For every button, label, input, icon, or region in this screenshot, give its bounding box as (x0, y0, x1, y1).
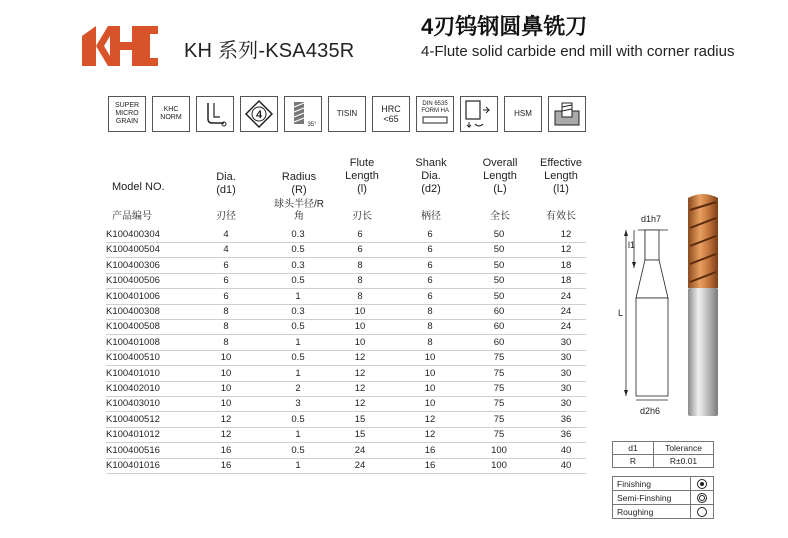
spec-cell: 24 (560, 321, 572, 333)
header-effective-cn: 有效长 (546, 211, 576, 222)
header-dia: Dia. (d1) (216, 171, 236, 196)
table-row (106, 258, 586, 274)
spec-cell: 6 (357, 229, 363, 240)
khc-logo (78, 22, 160, 70)
spec-cell: 30 (560, 336, 572, 348)
spec-cell: 0.5 (291, 275, 305, 287)
spec-cell: 12 (560, 244, 572, 256)
spec-cell: 75 (493, 367, 505, 379)
tisin-coating-icon: TISIN (328, 96, 366, 132)
hsm-icon: HSM (504, 96, 542, 132)
spec-cell: 75 (493, 383, 505, 394)
table-row (106, 289, 586, 305)
spec-cell: 100 (491, 460, 507, 471)
spec-cell: 18 (560, 259, 572, 271)
spec-cell: 8 (357, 290, 363, 302)
spec-cell: 0.5 (291, 352, 305, 364)
model-number-cell: K100400504 (106, 244, 160, 256)
spec-cell: 1 (295, 290, 301, 302)
model-number-cell: K100400512 (106, 413, 160, 425)
finishing-row-finishing: Finishing (613, 477, 714, 491)
spec-cell: 8 (223, 306, 229, 317)
table-row (106, 304, 586, 320)
spec-cell: 0.5 (291, 321, 305, 333)
spec-cell: 24 (354, 460, 366, 471)
spec-cell: 75 (493, 352, 505, 364)
table-row (106, 273, 586, 289)
spec-cell: 1 (295, 367, 301, 379)
double-circle-icon (697, 493, 707, 503)
spec-cell: 0.3 (291, 229, 305, 240)
spec-cell: 12 (424, 429, 436, 441)
spec-cell: 12 (220, 413, 232, 425)
header-radius-cn: 球头半径/R角 (274, 199, 324, 222)
spec-cell: 8 (427, 336, 433, 348)
spec-cell: 50 (493, 229, 505, 240)
spec-cell: 18 (560, 275, 572, 287)
spec-cell: 8 (223, 336, 229, 348)
spec-cell: 12 (354, 352, 366, 364)
spec-cell: 12 (220, 429, 232, 441)
hrc-65-icon: HRC <65 (372, 96, 410, 132)
spec-cell: 16 (220, 460, 232, 471)
spec-cell: 10 (220, 367, 232, 379)
table-row (106, 350, 586, 366)
header-dia-cn: 刃径 (216, 211, 236, 222)
series-label: KH 系列-KSA435R (184, 40, 355, 62)
spec-cell: 6 (427, 244, 433, 256)
spec-cell: 8 (357, 259, 363, 271)
spec-cell: 6 (427, 290, 433, 302)
table-row (106, 381, 586, 397)
spec-cell: 10 (424, 352, 436, 364)
double-circle-icon (697, 479, 707, 489)
model-number-cell: K100400306 (106, 259, 160, 271)
spec-cell: 6 (427, 275, 433, 287)
spec-cell: 50 (493, 290, 505, 302)
model-number-cell: K100402010 (106, 383, 160, 394)
spec-cell: 0.3 (291, 306, 305, 317)
spec-cell: 60 (493, 306, 505, 317)
spec-cell: 24 (560, 306, 572, 317)
spec-cell: 0.5 (291, 413, 305, 425)
header-overall-length: Overall Length (L) (482, 157, 518, 195)
svg-text:d2h6: d2h6 (640, 406, 661, 416)
spec-cell: 2 (295, 383, 301, 394)
spec-cell: 12 (354, 398, 366, 410)
spec-cell: 75 (493, 413, 505, 425)
finishing-row-semi: Semi-Finshing (613, 491, 714, 505)
circle-icon (697, 507, 707, 517)
table-row (106, 412, 586, 428)
model-number-cell: K100403010 (106, 398, 160, 410)
spec-cell: 30 (560, 383, 572, 394)
spec-cell: 6 (427, 229, 433, 240)
helix-35-icon (284, 96, 322, 132)
header-shank-dia: Shank Dia. (d2) (415, 157, 447, 195)
spec-cell: 10 (220, 398, 232, 410)
spec-cell: 75 (493, 429, 505, 441)
spec-cell: 1 (295, 336, 301, 348)
table-row (106, 242, 586, 258)
header-radius: Radius (R) (281, 171, 317, 196)
spec-cell: 15 (354, 429, 366, 441)
spec-cell: 10 (354, 321, 366, 333)
table-row (106, 427, 586, 443)
finishing-row-roughing: Roughing (613, 505, 714, 519)
khc-norm-icon: KHC NORM (152, 96, 190, 132)
spec-cell: 10 (424, 383, 436, 394)
spec-cell: 6 (427, 259, 433, 271)
model-number-cell: K100401012 (106, 429, 160, 441)
spec-cell: 16 (424, 460, 436, 471)
spec-cell: 12 (354, 383, 366, 394)
svg-text:4: 4 (255, 109, 263, 121)
spec-cell: 12 (354, 367, 366, 379)
spec-cell: 10 (220, 352, 232, 364)
spec-cell: 10 (354, 336, 366, 348)
table-row (106, 227, 586, 243)
spec-cell: 10 (424, 398, 436, 410)
model-number-cell: K100401016 (106, 460, 160, 471)
model-number-cell: K100400508 (106, 321, 160, 333)
header-effective-length: Effective Length (l1) (540, 157, 582, 195)
finishing-table (612, 476, 714, 519)
spec-cell: 50 (493, 259, 505, 271)
spec-cell: 4 (223, 244, 229, 256)
spec-cell: 12 (424, 413, 436, 425)
svg-text:d1h7: d1h7 (641, 214, 662, 224)
model-number-cell: K100400506 (106, 275, 160, 287)
spec-cell: 12 (560, 229, 572, 240)
spec-cell: 1 (295, 429, 301, 441)
header-overall-cn: 全长 (490, 211, 510, 222)
spec-cell: 30 (560, 367, 572, 379)
header-flute-cn: 刃长 (352, 211, 372, 222)
svg-text:l1: l1 (628, 240, 636, 250)
table-row (106, 396, 586, 412)
tolerance-table: d1 Tolerance R R±0.01 (612, 441, 714, 468)
spec-cell: 4 (223, 229, 229, 240)
spec-cell: 6 (223, 290, 229, 302)
header-model-cn: 产品编号 (112, 211, 152, 222)
header-flute-length: Flute Length (l) (345, 157, 379, 195)
spec-cell: 30 (560, 398, 572, 410)
svg-text:L: L (618, 308, 624, 318)
spec-cell: 36 (560, 413, 572, 425)
spec-cell: 0.5 (291, 244, 305, 256)
spec-cell: 0.3 (291, 259, 305, 271)
four-flute-icon (240, 96, 278, 132)
spec-cell: 60 (493, 321, 505, 333)
spec-cell: 40 (560, 460, 572, 471)
model-number-cell: K100400308 (106, 306, 160, 317)
spec-cell: 6 (357, 244, 363, 256)
model-number-cell: K100400510 (106, 352, 160, 364)
spec-cell: 10 (424, 367, 436, 379)
product-title-cn: 4刃钨钢圆鼻铣刀 (421, 14, 588, 39)
slotting-icon (548, 96, 586, 132)
spec-cell: 16 (424, 444, 436, 456)
model-number-cell: K100401006 (106, 290, 160, 302)
feature-icons (108, 96, 586, 132)
model-number-cell: K100400516 (106, 444, 160, 456)
spec-cell: 6 (223, 275, 229, 287)
spec-cell: 50 (493, 244, 505, 256)
spec-cell: 100 (491, 444, 507, 456)
spec-cell: 36 (560, 429, 572, 441)
spec-cell: 10 (354, 306, 366, 317)
table-row (106, 319, 586, 335)
table-row (106, 458, 586, 474)
din6535-icon: DIN 6535 FORM HA (416, 96, 454, 132)
spec-cell: 8 (357, 275, 363, 287)
spec-cell: 0.5 (291, 444, 305, 456)
spec-cell: 10 (220, 383, 232, 394)
spec-cell: 24 (354, 444, 366, 456)
spec-cell: 60 (493, 336, 505, 348)
spec-cell: 40 (560, 444, 572, 456)
spec-cell: 15 (354, 413, 366, 425)
machining-directions-icon (460, 96, 498, 132)
header-shank-cn: 柄径 (421, 211, 441, 222)
end-mill-drawing (608, 188, 726, 420)
product-title-en: 4-Flute solid carbide end mill with corner radius (421, 43, 735, 60)
corner-radius-profile-icon (196, 96, 234, 132)
spec-cell: 24 (560, 290, 572, 302)
spec-cell: 6 (223, 259, 229, 271)
header-model: Model NO. (112, 181, 165, 193)
table-row (106, 335, 586, 351)
spec-cell: 1 (295, 460, 301, 471)
spec-cell: 3 (295, 398, 301, 410)
spec-cell: 8 (427, 321, 433, 333)
table-row (106, 366, 586, 382)
table-row (106, 443, 586, 459)
spec-cell: 30 (560, 352, 572, 364)
model-number-cell: K100401008 (106, 336, 160, 348)
super-micro-grain-icon: SUPER MICRO GRAIN (108, 96, 146, 132)
spec-cell: 16 (220, 444, 232, 456)
spec-cell: 75 (493, 398, 505, 410)
spec-cell: 8 (427, 306, 433, 317)
model-number-cell: K100401010 (106, 367, 160, 379)
model-number-cell: K100400304 (106, 229, 160, 240)
svg-text:35°: 35° (307, 122, 317, 128)
spec-cell: 8 (223, 321, 229, 333)
spec-cell: 50 (493, 275, 505, 287)
